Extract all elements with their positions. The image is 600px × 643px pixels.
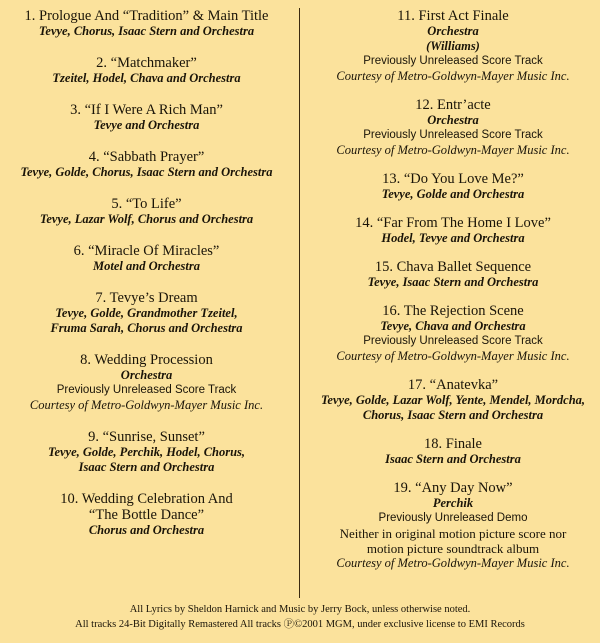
courtesy-credit: Courtesy of Metro-Goldwyn-Mayer Music Inc. <box>336 349 570 363</box>
track-title: 13. “Do You Love Me?” <box>382 171 524 187</box>
column-divider <box>299 8 300 598</box>
track-title: 15. Chava Ballet Sequence <box>374 259 532 275</box>
previously-unreleased-label: Previously Unreleased Score Track <box>56 384 237 396</box>
track-performers: Motel and Orchestra <box>93 259 200 273</box>
previously-unreleased-label: Previously Unreleased Score Track <box>363 129 543 141</box>
track-9 <box>0 429 293 475</box>
copyright-notice: All tracks 24-Bit Digitally Remastered All tracks Ⓟ©2001 MGM, under exclusive license to EMI Records <box>75 619 525 630</box>
track-title: 9. “Sunrise, Sunset” <box>88 429 205 445</box>
track-14 <box>306 215 600 246</box>
track-title: 12. Entr’acte <box>415 97 491 113</box>
track-16 <box>306 303 600 364</box>
track-11 <box>306 8 600 84</box>
track-title: 14. “Far From The Home I Love” <box>355 215 551 231</box>
track-performers: Orchestra <box>120 368 173 382</box>
right-column <box>306 8 600 571</box>
track-7 <box>0 290 293 336</box>
track-performers: Perchik <box>432 496 474 510</box>
track-performers: Isaac Stern and Orchestra <box>385 452 521 466</box>
track-performers: Tevye and Orchestra <box>93 118 200 132</box>
track-title-continued: “The Bottle Dance” <box>88 507 205 523</box>
release-note: motion picture soundtrack album <box>366 541 540 556</box>
track-19 <box>306 480 600 571</box>
track-performers: Tzeitel, Hodel, Chava and Orchestra <box>52 71 241 85</box>
track-performers: Tevye, Golde, Chorus, Isaac Stern and Orchestra <box>20 165 273 179</box>
track-title: 4. “Sabbath Prayer” <box>88 149 205 165</box>
track-title: 7. Tevye’s Dream <box>95 290 198 306</box>
courtesy-credit: Courtesy of Metro-Goldwyn-Mayer Music Inc. <box>29 398 264 412</box>
track-performers: Orchestra <box>427 24 479 38</box>
track-2 <box>0 55 293 86</box>
track-1 <box>0 8 293 39</box>
track-performers: Fruma Sarah, Chorus and Orchestra <box>50 321 243 335</box>
lyrics-credit: All Lyrics by Sheldon Harnick and Music by Jerry Bock, unless otherwise noted. <box>129 604 471 615</box>
track-performers: Tevye, Isaac Stern and Orchestra <box>367 275 539 289</box>
track-18 <box>306 436 600 467</box>
courtesy-credit: Courtesy of Metro-Goldwyn-Mayer Music Inc. <box>336 556 570 570</box>
track-title: 10. Wedding Celebration And <box>60 491 233 507</box>
left-column <box>0 8 293 538</box>
track-15 <box>306 259 600 290</box>
track-performers: Tevye, Golde, Lazar Wolf, Yente, Mendel, Mordcha, <box>320 393 586 407</box>
track-13 <box>306 171 600 202</box>
track-performers: Tevye, Golde and Orchestra <box>381 187 525 201</box>
track-title: 5. “To Life” <box>111 196 182 212</box>
track-17 <box>306 377 600 423</box>
track-title: 18. Finale <box>424 436 482 452</box>
track-title: 6. “Miracle Of Miracles” <box>73 243 220 259</box>
track-performers: Tevye, Golde, Grandmother Tzeitel, <box>55 306 238 320</box>
track-title: 11. First Act Finale <box>397 8 509 24</box>
track-4 <box>0 149 293 180</box>
track-title: 19. “Any Day Now” <box>393 480 513 496</box>
track-12 <box>306 97 600 158</box>
track-performers: Tevye, Chorus, Isaac Stern and Orchestra <box>38 24 255 38</box>
track-performers: Isaac Stern and Orchestra <box>78 460 215 474</box>
track-title: 17. “Anatevka” <box>407 377 499 393</box>
track-performers: Chorus, Isaac Stern and Orchestra <box>362 408 544 422</box>
courtesy-credit: Courtesy of Metro-Goldwyn-Mayer Music Inc. <box>336 143 570 157</box>
track-title: 2. “Matchmaker” <box>96 55 197 71</box>
track-title: 1. Prologue And “Tradition” & Main Title <box>24 8 269 24</box>
track-performers: Orchestra <box>427 113 479 127</box>
track-6 <box>0 243 293 274</box>
track-title: 8. Wedding Procession <box>80 352 213 368</box>
courtesy-credit: Courtesy of Metro-Goldwyn-Mayer Music Inc. <box>336 69 570 83</box>
track-title: 16. The Rejection Scene <box>382 303 524 319</box>
release-note: Neither in original motion picture score nor <box>339 526 567 541</box>
track-performers: Tevye, Lazar Wolf, Chorus and Orchestra <box>39 212 254 226</box>
track-performers: Chorus and Orchestra <box>88 523 205 537</box>
track-8 <box>0 352 293 413</box>
track-performers: Hodel, Tevye and Orchestra <box>381 231 525 245</box>
previously-unreleased-label: Previously Unreleased Demo <box>378 512 528 524</box>
track-performers: Tevye, Chava and Orchestra <box>380 319 526 333</box>
previously-unreleased-label: Previously Unreleased Score Track <box>363 335 543 347</box>
track-5 <box>0 196 293 227</box>
track-title: 3. “If I Were A Rich Man” <box>70 102 223 118</box>
previously-unreleased-label: Previously Unreleased Score Track <box>363 55 543 67</box>
track-3 <box>0 102 293 133</box>
track-10 <box>0 491 293 538</box>
footer-credits <box>0 602 600 632</box>
track-composer: (Williams) <box>426 39 480 53</box>
track-performers: Tevye, Golde, Perchik, Hodel, Chorus, <box>47 445 246 459</box>
